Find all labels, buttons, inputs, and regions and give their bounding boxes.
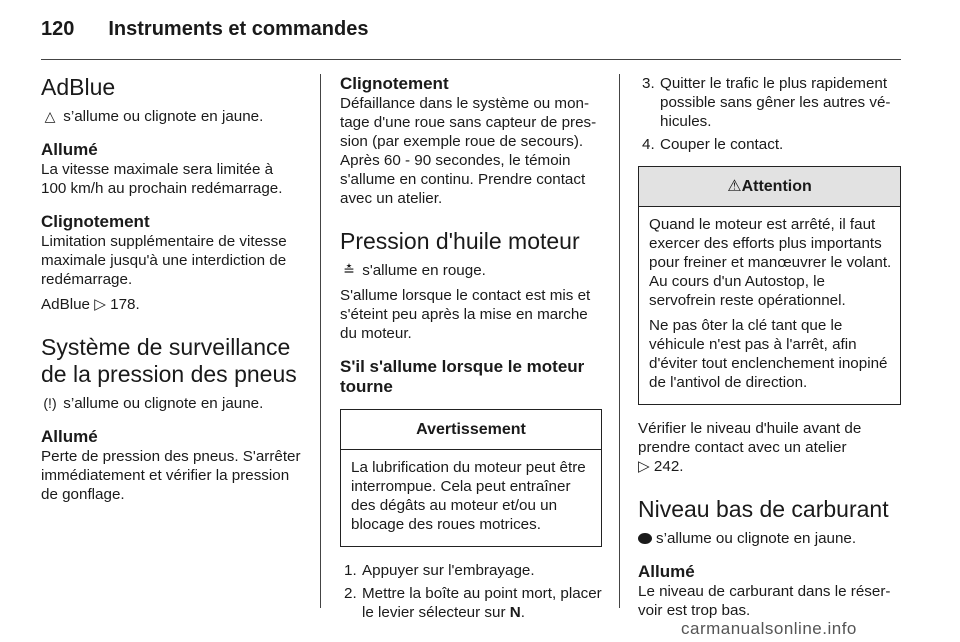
warning-box [340,409,602,547]
column-2 [340,74,602,626]
column-3 [638,74,901,626]
tpms-title: Système de surveillance de la pression des pneus [41,334,297,387]
tire-pressure-icon: (!) [43,395,57,411]
attention-box [638,166,901,405]
page-number: 120 [41,18,75,40]
tpms-allume-heading: Allumé [41,427,98,446]
fuel-allume-text: Le niveau de carburant dans le réservoir est trop bas. [638,583,891,619]
tpms-allume-text: Perte de pression des pneus. S'arrêter immédiatement et vérifier la pression de gonflage. [41,448,301,503]
adblue-clignotement-heading: Clignotement [41,212,150,231]
oil-can-icon: ≛ [343,262,355,278]
watermark: carmanualsonline.info [681,619,857,638]
adblue-intro: △ s’allume ou clignote en jaune. [41,107,302,126]
list-item: 3. Quitter le trafic le plus rapidement possible sans gêner les autres véhicules. [642,75,891,130]
attention-text-2: Ne pas ôter la clé tant que le véhicule n'est pas à l'arrêt, afin d'éviter tout enclenchement inopiné de l'antivol de direction. [649,317,888,391]
oil-pressure-title: Pression d'huile moteur [340,228,580,254]
attention-box-header: ⚠Attention [639,167,900,207]
attention-triangle-icon: ⚠ [727,178,742,195]
tpms-clignotement-heading: Clignotement [340,74,449,93]
adblue-allume-heading: Allumé [41,140,98,159]
column-divider-1 [320,74,321,608]
list-item: 2. Mettre la boîte au point mort, placer le levier sélecteur sur N. [344,585,602,621]
reference-arrow-icon: ▷ [638,458,650,475]
adblue-warning-icon: △ [44,108,56,124]
adblue-reference[interactable]: AdBlue ▷ 178. [41,296,140,313]
oil-check-text[interactable]: Vérifier le niveau d'huile avant de prendre contact avec un atelier ▷ 242. [638,420,862,475]
steps-list-2 [638,74,901,154]
oil-running-heading: S'il s'allume lorsque le moteur tourne [340,357,585,396]
list-item: 1. Appuyer sur l'embrayage. [344,562,535,579]
column-divider-2 [619,74,620,608]
tpms-intro: (!) s’allume ou clignote en jaune. [41,394,302,413]
steps-list-1 [340,561,602,622]
oil-pressure-text: S'allume lorsque le contact est mis et s'éteint peu après la mise en marche du moteur. [340,287,591,342]
attention-text-1: Quand le moteur est arrêté, il faut exercer des efforts plus importants pour freiner et manœuvrer le volant. Au cours d'un Autostop, le servofrein reste opérationnel. [649,216,892,309]
header-divider [41,59,901,60]
fuel-indicator-icon [638,533,652,544]
reference-arrow-icon: ▷ [94,296,106,313]
page-title: Instruments et commandes [108,18,369,40]
oil-pressure-intro: ≛ s'allume en rouge. [340,261,602,280]
adblue-allume-text: La vitesse maximale sera limitée à 100 km/h au prochain redémarrage. [41,161,283,197]
warning-box-title: Avertissement [341,410,601,450]
fuel-title: Niveau bas de carburant [638,496,889,522]
page-header [41,18,368,41]
adblue-title: AdBlue [41,74,116,100]
warning-box-text: La lubrification du moteur peut être interrompue. Cela peut entraîner des dégâts au moteur et/ou un blocage des roues motrices. [351,459,586,533]
tpms-clignotement-text: Défaillance dans le système ou montage d'une roue sans capteur de pression (par exemple roue de secours). Après 60 - 90 secondes, le témoin s'allume en continu. Prendre contact avec un atelier. [340,95,597,207]
column-1 [41,74,302,510]
fuel-intro: s’allume ou clignote en jaune. [638,529,901,548]
fuel-allume-heading: Allumé [638,562,695,581]
adblue-clignotement-text: Limitation supplémentaire de vitesse maximale jusqu'à une interdiction de redémarrage. [41,233,287,288]
list-item: 4. Couper le contact. [642,136,784,153]
